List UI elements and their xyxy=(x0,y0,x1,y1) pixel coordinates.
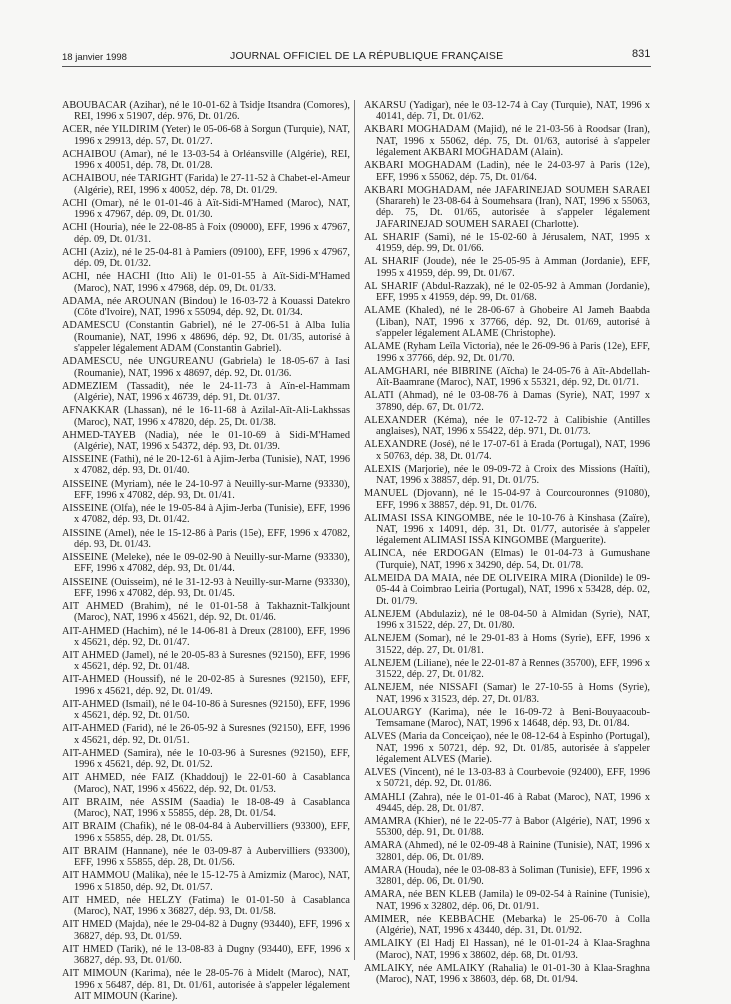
left-column xyxy=(62,100,350,1004)
register-entry: ALVES (Vincent), né le 13-03-83 à Courbevoie (92400), EFF, 1996 x 50721, dép. 92, Dt. 01/86. xyxy=(364,767,650,790)
register-entry: AISSEINE (Fathi), né le 20-12-61 à Ajim-Jerba (Tunisie), NAT, 1996 x 47082, dép. 93, Dt. 01/40. xyxy=(62,454,350,477)
register-entry: AIT HMED (Majda), née le 29-04-82 à Dugny (93440), EFF, 1996 x 36827, dép. 93, Dt. 01/59. xyxy=(62,919,350,942)
register-entry: AIT AHMED, née FAIZ (Khaddouj) le 22-01-60 à Casablanca (Maroc), NAT, 1996 x 45622, dép. 92, Dt. 01/53. xyxy=(62,772,350,795)
right-column xyxy=(364,100,650,987)
register-entry: ACHI (Houria), née le 22-08-85 à Foix (09000), EFF, 1996 x 47967, dép. 09, Dt. 01/31. xyxy=(62,222,350,245)
register-entry: ALAME (Ryham Leïla Victoria), née le 26-09-96 à Paris (12e), EFF, 1996 x 37766, dép. 92, Dt. 01/70. xyxy=(364,341,650,364)
register-entry: ADAMA, née AROUNAN (Bindou) le 16-03-72 à Kouassi Datekro (Côte d'Ivoire), NAT, 1996 x 55094, dép. 92, Dt. 01/34. xyxy=(62,295,350,319)
register-entry: AMARA, née BEN KLEB (Jamila) le 09-02-54 à Rainine (Tunisie), NAT, 1996 x 32802, dép. 06, Dt. 01/91. xyxy=(364,889,650,912)
register-entry: AIT-AHMED (Ismail), né le 04-10-86 à Suresnes (92150), EFF, 1996 x 45621, dép. 92, Dt. 01/50. xyxy=(62,698,350,722)
register-entry: ABOUBACAR (Azihar), né le 10-01-62 à Tsidje Itsandra (Comores), REI, 1996 x 51907, dép. 976, Dt. 01/26. xyxy=(62,100,350,123)
register-entry: AMLAIKY, née AMLAIKY (Rahalia) le 01-01-30 à Klaa-Sraghna (Maroc), NAT, 1996 x 38603, dép. 68, Dt. 01/94. xyxy=(364,962,650,986)
register-entry: ALNEJEM (Abdulaziz), né le 08-04-50 à Almidan (Syrie), NAT, 1996 x 31522, dép. 27, Dt. 01/80. xyxy=(364,608,650,632)
register-entry: AL SHARIF (Sami), né le 15-02-60 à Jérusalem, NAT, 1995 x 41959, dép. 99, Dt. 01/66. xyxy=(364,231,650,255)
register-entry: ALIMASI ISSA KINGOMBE, née le 10-10-76 à Kinshasa (Zaïre), NAT, 1996 x 14091, dép. 31, Dt. 01/77, autorisée à s'appeler légalement ALIMASI ISSA KINGOMBE (Marguerite). xyxy=(364,512,650,547)
register-entry: AMIMER, née KEBBACHE (Mebarka) le 25-06-70 à Colla (Algérie), NAT, 1996 x 43440, dép. 31, Dt. 01/92. xyxy=(364,913,650,937)
register-entry: AMARA (Houda), née le 03-08-83 à Soliman (Tunisie), EFF, 1996 x 32801, dép. 06, Dt. 01/90. xyxy=(364,864,650,888)
register-entry: ADMEZIEM (Tassadit), née le 24-11-73 à Aïn-el-Hammam (Algérie), NAT, 1996 x 46739, dép. 91, Dt. 01/37. xyxy=(62,380,350,404)
register-entry: ACHI (Omar), né le 01-01-46 à Aït-Sidi-M'Hamed (Maroc), NAT, 1996 x 47967, dép. 09, Dt. 01/30. xyxy=(62,197,350,221)
register-entry: ALEXANDER (Kéma), née le 07-12-72 à Calibishie (Antilles anglaises), NAT, 1996 x 55422, dép. 971, Dt. 01/73. xyxy=(364,414,650,438)
register-entry: ACHAIBOU (Amar), né le 13-03-54 à Orléansville (Algérie), REI, 1996 x 40051, dép. 78, Dt. 01/28. xyxy=(62,148,350,172)
register-entry: ADAMESCU (Constantin Gabriel), né le 27-06-51 à Alba Iulia (Roumanie), NAT, 1996 x 48696, dép. 92, Dt. 01/35, autorisé à s'appeler légalement ADAM (Constantin Gabriel). xyxy=(62,320,350,355)
register-entry: ACHI, née HACHI (Itto Ali) le 01-01-55 à Aït-Sidi-M'Hamed (Maroc), NAT, 1996 x 47968, dép. 09, Dt. 01/33. xyxy=(62,271,350,294)
register-entry: ADAMESCU, née UNGUREANU (Gabriela) le 18-05-67 à Iasi (Roumanie), NAT, 1996 x 48697, dép. 92, Dt. 01/36. xyxy=(62,356,350,379)
register-entry: ACER, née YILDIRIM (Yeter) le 05-06-68 à Sorgun (Turquie), NAT, 1996 x 29913, dép. 57, Dt. 01/27. xyxy=(62,124,350,147)
header-rule xyxy=(62,66,651,67)
register-entry: AMAHLI (Zahra), née le 01-01-46 à Rabat (Maroc), NAT, 1996 x 49445, dép. 28, Dt. 01/87. xyxy=(364,791,650,814)
register-entry: MANUEL (Djovann), né le 15-04-97 à Courcouronnes (91080), EFF, 1996 x 38857, dép. 91, Dt. 01/76. xyxy=(364,488,650,511)
register-entry: ALNEJEM (Liliane), née le 22-01-87 à Rennes (35700), EFF, 1996 x 31522, dép. 27, Dt. 01/82. xyxy=(364,657,650,681)
register-entry: AKBARI MOGHADAM (Majid), né le 21-03-56 à Roodsar (Iran), NAT, 1996 x 55062, dép. 75, Dt. 01/63, autorisé à s'appeler légalement AKBARI MOGHADAM (Alain). xyxy=(364,124,650,159)
register-entry: AL SHARIF (Joude), née le 25-05-95 à Amman (Jordanie), EFF, 1995 x 41959, dép. 99, Dt. 01/67. xyxy=(364,256,650,279)
register-entry: AIT AHMED (Jamel), né le 20-05-83 à Suresnes (92150), EFF, 1996 x 45621, dép. 92, Dt. 01/48. xyxy=(62,650,350,673)
register-entry: AIT BRAIM, née ASSIM (Saadia) le 18-08-49 à Casablanca (Maroc), NAT, 1996 x 55855, dép. 28, Dt. 01/54. xyxy=(62,796,350,820)
register-entry: ALATI (Ahmad), né le 03-08-76 à Damas (Syrie), NAT, 1997 x 37890, dép. 67, Dt. 01/72. xyxy=(364,390,650,413)
register-entry: ALMEIDA DA MAIA, née DE OLIVEIRA MIRA (Dionilde) le 09-05-44 à Coimbrao Leiria (Portugal), NAT, 1996 x 53428, dép. 02, Dt. 01/79. xyxy=(364,572,650,607)
register-entry: AIT HMED, née HELZY (Fatima) le 01-01-50 à Casablanca (Maroc), NAT, 1996 x 36827, dép. 93, Dt. 01/58. xyxy=(62,894,350,918)
header-page-number: 831 xyxy=(632,48,651,60)
register-entry: AL SHARIF (Abdul-Razzak), né le 02-05-92 à Amman (Jordanie), EFF, 1995 x 41959, dép. 99, Dt. 01/68. xyxy=(364,280,650,304)
register-entry: ALOUARGY (Karima), née le 16-09-72 à Beni-Bouyaacoub-Temsamane (Maroc), NAT, 1996 x 14648, dép. 93, Dt. 01/84. xyxy=(364,706,650,730)
register-entry: AIT BRAIM (Hannane), née le 03-09-87 à Aubervilliers (93300), EFF, 1996 x 55855, dép. 28, Dt. 01/56. xyxy=(62,845,350,869)
register-entry: AFNAKKAR (Lhassan), né le 16-11-68 à Azilal-Aït-Ali-Lakhssas (Maroc), NAT, 1996 x 47820, dép. 25, Dt. 01/38. xyxy=(62,405,350,428)
register-entry: AIT-AHMED (Farid), né le 26-05-92 à Suresnes (92150), EFF, 1996 x 45621, dép. 92, Dt. 01/51. xyxy=(62,723,350,746)
register-entry: AISSEINE (Olfa), née le 19-05-84 à Ajim-Jerba (Tunisie), EFF, 1996 x 47082, dép. 93, Dt. 01/42. xyxy=(62,503,350,526)
column-divider xyxy=(354,100,355,960)
register-entry: AMLAIKY (El Hadj El Hassan), né le 01-01-24 à Klaa-Sraghna (Maroc), NAT, 1996 x 38602, dép. 68, Dt. 01/93. xyxy=(364,938,650,961)
register-entry: AISSEINE (Meleke), née le 09-02-90 à Neuilly-sur-Marne (93330), EFF, 1996 x 47082, dép. 93, Dt. 01/44. xyxy=(62,552,350,575)
register-entry: AISSEINE (Ouisseim), né le 31-12-93 à Neuilly-sur-Marne (93330), EFF, 1996 x 47082, dép. 93, Dt. 01/45. xyxy=(62,576,350,599)
register-entry: AIT BRAIM (Chafik), né le 08-04-84 à Aubervilliers (93300), EFF, 1996 x 55855, dép. 28, Dt. 01/55. xyxy=(62,821,350,844)
header-date: 18 janvier 1998 xyxy=(62,52,127,63)
register-entry: ALNEJEM (Somar), né le 29-01-83 à Homs (Syrie), EFF, 1996 x 31522, dép. 27, Dt. 01/81. xyxy=(364,633,650,656)
register-entry: AMARA (Ahmed), né le 02-09-48 à Rainine (Tunisie), NAT, 1996 x 32801, dép. 06, Dt. 01/89. xyxy=(364,840,650,863)
register-entry: ALINCA, née ERDOGAN (Elmas) le 01-04-73 à Gumushane (Turquie), NAT, 1996 x 34290, dép. 54, Dt. 01/78. xyxy=(364,548,650,571)
register-entry: AIT AHMED (Brahim), né le 01-01-58 à Takhaznit-Talkjount (Maroc), NAT, 1996 x 45621, dép. 92, Dt. 01/46. xyxy=(62,601,350,624)
register-entry: AISSINE (Amel), née le 15-12-86 à Paris (15e), EFF, 1996 x 47082, dép. 93, Dt. 01/43. xyxy=(62,527,350,550)
register-entry: ACHI (Aziz), né le 25-04-81 à Pamiers (09100), EFF, 1996 x 47967, dép. 09, Dt. 01/32. xyxy=(62,246,350,270)
register-entry: AIT HAMMOU (Malika), née le 15-12-75 à Amizmiz (Maroc), NAT, 1996 x 51850, dép. 92, Dt. 01/57. xyxy=(62,870,350,893)
register-entry: AIT-AHMED (Samira), née le 10-03-96 à Suresnes (92150), EFF, 1996 x 45621, dép. 92, Dt. 01/52. xyxy=(62,747,350,771)
register-entry: AISSEINE (Myriam), née le 24-10-97 à Neuilly-sur-Marne (93330), EFF, 1996 x 47082, dép. 93, Dt. 01/41. xyxy=(62,478,350,501)
register-entry: AIT HMED (Tarik), né le 13-08-83 à Dugny (93440), EFF, 1996 x 36827, dép. 93, Dt. 01/60. xyxy=(62,943,350,967)
register-entry: AMAMRA (Khier), né le 22-05-77 à Babor (Algérie), NAT, 1996 x 55300, dép. 91, Dt. 01/88. xyxy=(364,816,650,839)
register-entry: ACHAIBOU, née TARIGHT (Farida) le 27-11-52 à Chabet-el-Ameur (Algérie), REI, 1996 x 40052, dép. 78, Dt. 01/29. xyxy=(62,173,350,196)
register-entry: AKBARI MOGHADAM (Ladin), née le 24-03-97 à Paris (12e), EFF, 1996 x 55062, dép. 75, Dt. 01/64. xyxy=(364,160,650,183)
register-entry: AKBARI MOGHADAM, née JAFARINEJAD SOUMEH SARAEI (Sharareh) le 23-08-64 à Soumehsara (Iran), NAT, 1996 x 55063, dép. 75, Dt. 01/65, autorisée à s'appeler légalement JAFARINEJAD SOUMEH SARAEI (Charlotte). xyxy=(364,184,650,230)
register-entry: AIT MIMOUN (Karima), née le 28-05-76 à Midelt (Maroc), NAT, 1996 x 56487, dép. 81, Dt. 01/61, autorisée à s'appeler légalement AIT MIMOUN (Karine). xyxy=(62,968,350,1002)
register-entry: AKARSU (Yadigar), née le 03-12-74 à Cay (Turquie), NAT, 1996 x 40141, dép. 71, Dt. 01/62. xyxy=(364,100,650,123)
header-title: JOURNAL OFFICIEL DE LA RÉPUBLIQUE FRANÇAISE xyxy=(230,50,504,62)
register-entry: ALEXANDRE (José), né le 17-07-61 à Erada (Portugal), NAT, 1996 x 50763, dép. 38, Dt. 01/74. xyxy=(364,439,650,462)
register-entry: ALVES (Maria da Conceiçao), née le 08-12-64 à Espinho (Portugal), NAT, 1996 x 50721, dép. 92, Dt. 01/85, autorisée à s'appeler légalement ALVES (Marie). xyxy=(364,731,650,765)
register-entry: ALAMGHARI, née BIBRINE (Aïcha) le 24-05-76 à Aït-Abdellah-Aït-Baamrane (Maroc), NAT, 1996 x 55321, dép. 92, Dt. 01/71. xyxy=(364,365,650,389)
register-entry: ALNEJEM, née NISSAFI (Samar) le 27-10-55 à Homs (Syrie), NAT, 1996 x 31523, dép. 27, Dt. 01/83. xyxy=(364,682,650,705)
register-entry: AIT-AHMED (Hachim), né le 14-06-81 à Dreux (28100), EFF, 1996 x 45621, dép. 92, Dt. 01/47. xyxy=(62,625,350,648)
register-entry: ALEXIS (Marjorie), née le 09-09-72 à Croix des Missions (Haïti), NAT, 1996 x 38857, dép. 91, Dt. 01/75. xyxy=(364,463,650,487)
register-entry: ALAME (Khaled), né le 28-06-67 à Ghobeire Al Jameh Baabda (Liban), NAT, 1996 x 37766, dép. 92, Dt. 01/69, autorisé à s'appeler légalement ALAME (Christophe). xyxy=(364,305,650,340)
register-entry: AHMED-TAYEB (Nadia), née le 01-10-69 à Sidi-M'Hamed (Algérie), NAT, 1996 x 54372, dép. 93, Dt. 01/39. xyxy=(62,429,350,452)
register-entry: AIT-AHMED (Houssif), né le 20-02-85 à Suresnes (92150), EFF, 1996 x 45621, dép. 92, Dt. 01/49. xyxy=(62,674,350,697)
